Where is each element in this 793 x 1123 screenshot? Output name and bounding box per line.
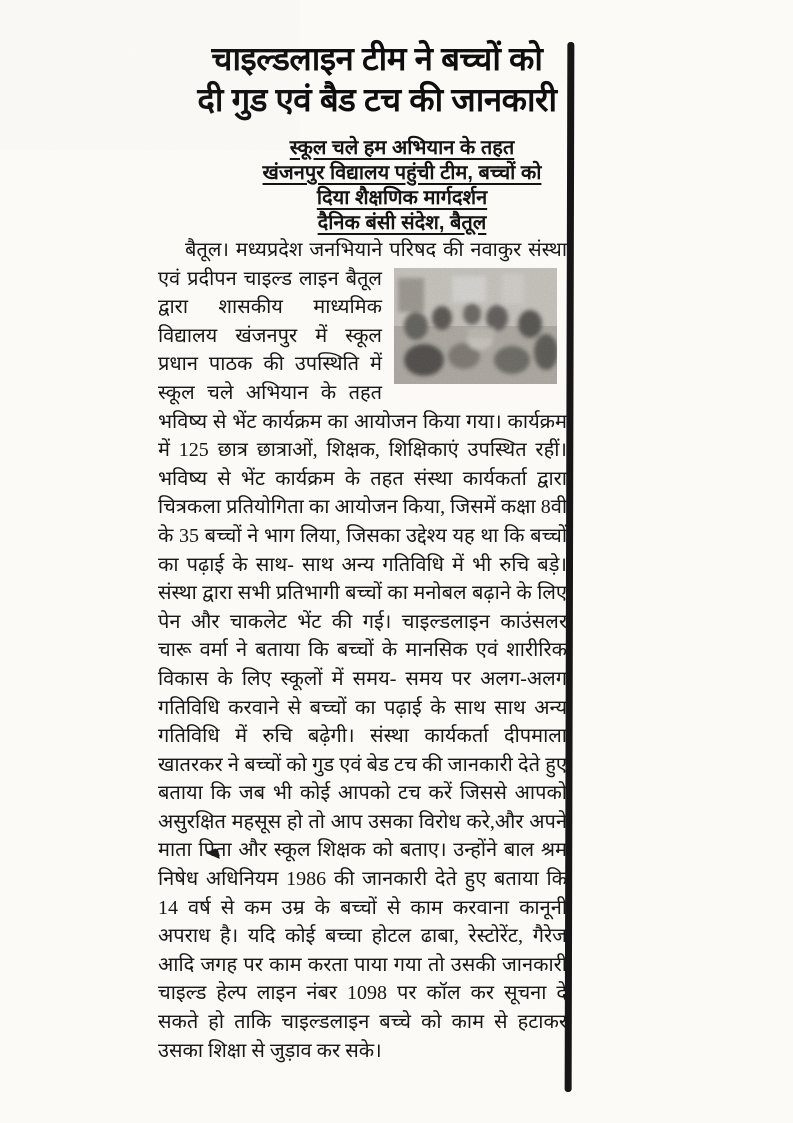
headline-line-2: दी गुड एवं बैड टच की जानकारी <box>197 81 557 118</box>
article-paragraph <box>158 236 567 1065</box>
pen-nib-mark-icon <box>205 847 220 861</box>
classroom-photo <box>394 268 557 384</box>
headline-line-1: चाइल्डलाइन टीम ने बच्चों को <box>211 40 543 77</box>
classroom-photo-graphic <box>394 268 557 384</box>
body-lead-text: बैतूल। मध्यप्रदेश जनभियाने परिषद की <box>185 239 464 261</box>
article-body-column <box>158 236 567 1065</box>
body-rest-text: नवाकुर संस्था एवं प्रदीपन चाइल्ड लाइन बैतूल द्वारा शासकीय माध्यमिक विद्यालय खंजनपुर में स्कूल प्रधान पाठक की उपस्थिति में स्कूल चले अभियान के तहत भविष्य से भेंट कार्यक्रम का आयोजन किया गया। कार्यक्रम में 125 छात्र छात्राओं, शिक्षक, शिक्षिकाएं उपस्थित रहीं। भविष्य से भेंट कार्यक्रम के तहत संस्था कार्यकर्ता द्वारा चित्रकला प्रतियोगिता का आयोजन किया, जिसमें कक्षा 8वी के 35 बच्चों ने भाग लिया, जिसका उद्देश्य यह था कि बच्चों का पढ़ाई के साथ- साथ अन्य गतिविधि में भी रुचि बड़े। संस्था द्वारा सभी प्रतिभागी बच्चों का मनोबल बढ़ाने के लिए पेन और चाकलेट भेंट की गई। चाइल्डलाइन काउंसलर चारू वर्मा ने बताया कि बच्चों के मानसिक एवं शारीरिक विकास के लिए स्कूलों में समय- समय पर अलग-अलग गतिविधि करवाने से बच्चों का पढ़ाई के साथ साथ अन्य गतिविधि में रुचि बढ़ेगी। संस्था कार्यकर्ता दीपमाला खातरकर ने बच्चों को गुड एवं बेड टच की जानकारी देते हुए बताया कि जब भी कोई आपको टच करें जिससे आपको असुरक्षित महसूस हो तो आप उसका विरोध करे,और अपने माता पिता और स्कूल शिक्षक को बताए। उन्होंने बाल श्रम निषेध अधिनियम 1986 की जानकारी देते हुए बताया कि 14 वर्ष से कम उम्र के बच्चों से काम करवाना कानूनी अपराध है। यदि कोई बच्चा होटल ढाबा, रेस्टोरेंट, गैरेज आदि जगह पर काम करता पाया गया तो उसकी जानकारी चाइल्ड हेल्प लाइन नंबर 1098 पर कॉल कर सूचना दे सकते हो ताकि चाइल्डलाइन बच्चे को काम से हटाकर उसका शिक्षा से जुड़ाव कर सके। <box>158 239 568 1062</box>
subheading-2: खंजनपुर विद्यालय पहुंची टीम, बच्चों को <box>262 162 542 184</box>
subheading-credit: दैनिक बंसी संदेश, बैतूल <box>317 212 487 234</box>
article-subheadings <box>222 136 582 236</box>
subheading-3: दिया शैक्षणिक मार्गदर्शन <box>316 187 488 209</box>
subheading-1: स्कूल चले हम अभियान के तहत <box>289 137 515 159</box>
article-headline <box>178 38 576 120</box>
